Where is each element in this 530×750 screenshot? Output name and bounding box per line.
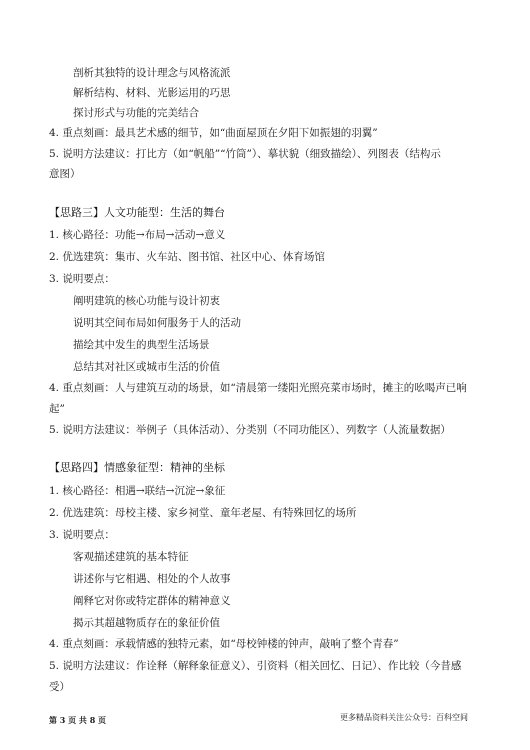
section-3-title: 【思路三】人文功能型：生活的舞台: [49, 206, 225, 219]
footer-notice: 更多精品资料关注公众号：百科空间: [340, 713, 468, 722]
section-3-bullet-2: 说明其空间布局如何服务于人的活动: [73, 317, 241, 329]
section-4-point-3: 3. 说明要点：: [49, 529, 115, 541]
page-number: 第 3 页 共 8 页: [49, 715, 107, 725]
section-3-point-4-line-1: 4. 重点刻画：人与建筑互动的场景，如“清晨第一缕阳光照亮菜市场时，摊主的吆喝声已响: [49, 382, 467, 394]
section-4-bullet-1: 客观描述建筑的基本特征: [73, 551, 189, 563]
section-4-bullet-2: 讲述你与它相遇、相处的个人故事: [73, 573, 231, 585]
intro-bullet-1: 剖析其独特的设计理念与风格流派: [73, 67, 231, 79]
section-4-point-4: 4. 重点刻画：承载情感的独特元素，如“母校钟楼的钟声，敲响了整个青春”: [49, 638, 399, 650]
section-3-bullet-1: 阐明建筑的核心功能与设计初衷: [73, 295, 220, 307]
intro-point-5-line-2: 意图）: [49, 168, 81, 180]
intro-point-5-line-1: 5. 说明方法建议：打比方（如“帆船”“竹筒”）、摹状貌（细致描绘）、列图表（结构示: [49, 148, 441, 160]
section-4-point-2: 2. 优选建筑：母校主楼、家乡祠堂、童年老屋、有特殊回忆的场所: [49, 507, 357, 519]
section-3-point-4-line-2: 起”: [49, 403, 65, 415]
section-4-point-1: 1. 核心路径：相遇→联结→沉淀→象征: [49, 485, 226, 497]
intro-point-4: 4. 重点刻画：最具艺术感的细节，如“曲面屋顶在夕阳下如振翅的羽翼”: [49, 127, 378, 139]
section-4-point-5-line-1: 5. 说明方法建议：作诠释（解释象征意义）、引资料（相关回忆、日记）、作比较（今昔感: [49, 660, 462, 672]
section-3-point-2: 2. 优选建筑：集市、火车站、图书馆、社区中心、体育场馆: [49, 251, 325, 263]
section-3-point-5: 5. 说明方法建议：举例子（具体活动）、分类别（不同功能区）、列数字（人流量数据）: [49, 424, 451, 436]
section-4-bullet-4: 揭示其超越物质存在的象征价值: [73, 617, 220, 629]
intro-bullet-2: 解析结构、材料、光影运用的巧思: [73, 87, 231, 99]
section-3-point-1: 1. 核心路径：功能→布局→活动→意义: [49, 229, 226, 241]
section-4-bullet-3: 阐释它对你或特定群体的精神意义: [73, 595, 231, 607]
section-3-bullet-4: 总结其对社区或城市生活的价值: [73, 361, 220, 373]
intro-bullet-3: 探讨形式与功能的完美结合: [73, 107, 199, 119]
section-4-point-5-line-2: 受）: [49, 681, 70, 693]
section-3-bullet-3: 描绘其中发生的典型生活场景: [73, 339, 210, 351]
section-4-title: 【思路四】情感象征型：精神的坐标: [49, 461, 225, 474]
section-3-point-3: 3. 说明要点：: [49, 273, 115, 285]
